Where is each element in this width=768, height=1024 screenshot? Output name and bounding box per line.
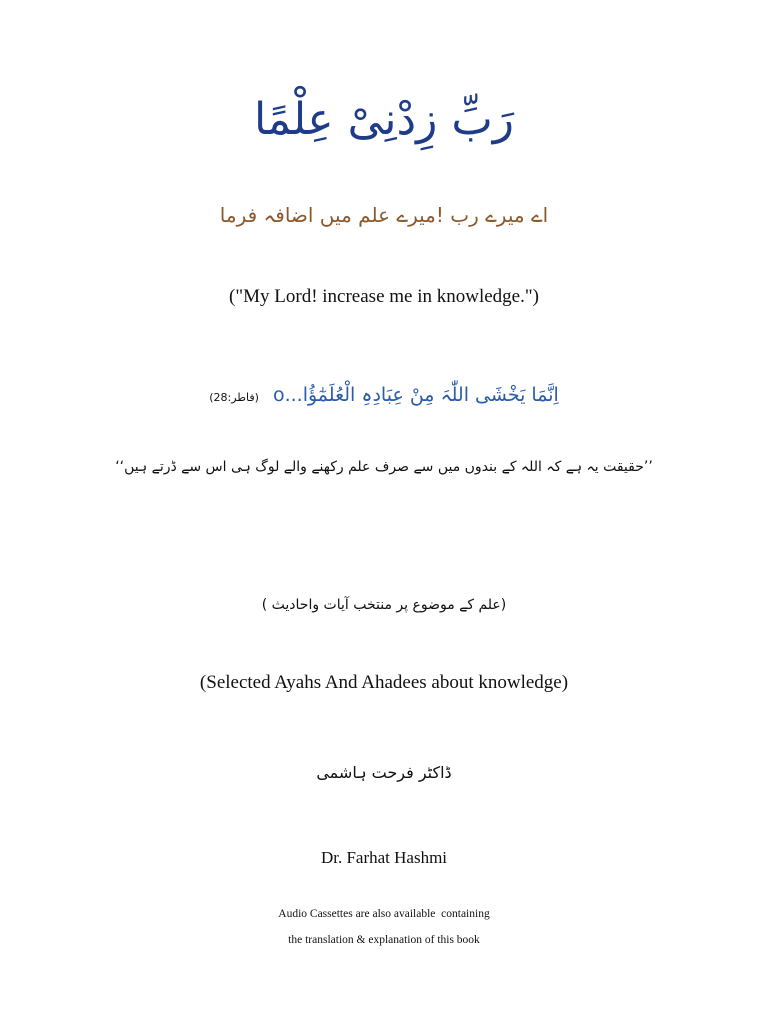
subject-english: (Selected Ayahs And Ahadees about knowledge) — [199, 672, 569, 693]
author-name-urdu: ڈاکٹر فرحت ہاشمی — [316, 763, 452, 782]
title-arabic-prayer: رَبِّ زِدْنِیْ عِلْمًا — [253, 94, 515, 145]
verse-reference: (فاطر:28) — [209, 390, 259, 404]
verse-arabic: اِنَّمَا یَخْشَی اللّٰہَ مِنْ عِبَادِہِ الْعُلَمٰٓؤُا...o — [272, 384, 559, 406]
author-name-english: Dr. Farhat Hashmi — [320, 848, 448, 867]
english-translation: ("My Lord! increase me in knowledge.") — [229, 286, 539, 307]
subject-urdu: (علم کے موضوع پر منتخب آیات واحادیث ) — [261, 597, 507, 613]
audio-note-line-2: the translation & explanation of this book — [288, 934, 480, 946]
verse-urdu-translation: ’’حقیقت یہ ہے کہ اللہ کے بندوں میں سے صرف علم رکھنے والے لوگ ہی اس سے ڈرتے ہیں‘‘ — [115, 459, 653, 475]
quran-verse-row — [0, 380, 768, 410]
subtitle-urdu-translation: اے میرے رب !میرے علم میں اضافہ فرما — [219, 203, 549, 227]
audio-note-line-1: Audio Cassettes are also available containing — [278, 908, 490, 920]
